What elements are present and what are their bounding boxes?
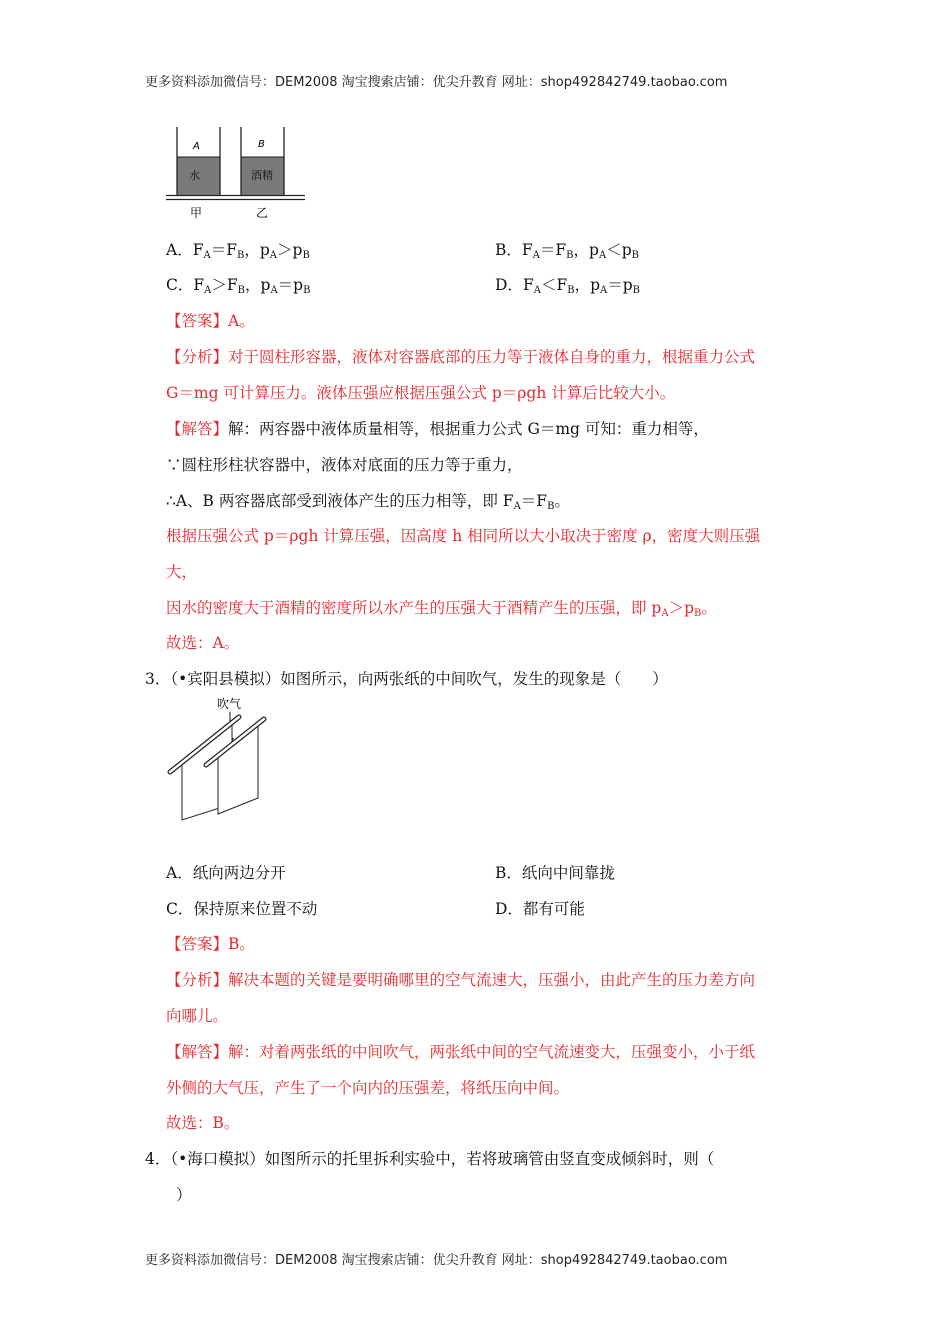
q3-option-d: D．都有可能	[495, 900, 585, 918]
liquid-a-label: 水	[189, 169, 200, 182]
q3-choice: 故选：B。	[166, 1114, 240, 1132]
q3-option-c: C．保持原来位置不动	[166, 900, 318, 918]
q4-stem-2: ）	[176, 1186, 192, 1204]
q4-stem-1: 4．（•海口模拟）如图所示的托里拆利实验中，若将玻璃管由竖直变成倾斜时，则（	[145, 1150, 715, 1168]
q3-option-b: B．纸向中间靠拢	[495, 864, 615, 882]
q2-choice: 故选：A。	[166, 634, 240, 652]
q3-answer: 【答案】B。	[166, 935, 255, 953]
caption-b: 乙	[256, 206, 269, 220]
q3-solution-2: 外侧的大气压，产生了一个向内的压强差，将纸压向中间。	[166, 1079, 570, 1097]
label-b: B	[258, 139, 265, 150]
page-header: 更多资料添加微信号：DEM2008 淘宝搜索店铺：优尖升教育 网址：shop492842749.taobao.com	[145, 75, 728, 90]
q2-solution-4: 根据压强公式 p＝ρgh 计算压强，因高度 h 相同所以大小取决于密度 ρ，密度大则压强	[166, 527, 761, 545]
q2-answer: 【答案】A。	[166, 312, 255, 330]
q2-solution-2: ∵圆柱形柱状容器中，液体对底面的压力等于重力，	[166, 456, 523, 474]
label-a: A	[193, 141, 200, 152]
containers-figure	[160, 122, 310, 222]
caption-a: 甲	[190, 206, 203, 220]
q2-solution-3: ∴A、B 两容器底部受到液体产生的压力相等，即 $F_A=F_B$。	[166, 492, 570, 512]
q3-option-a: A．纸向两边分开	[166, 864, 286, 882]
q2-solution-1: 【解答】解：两容器中液体质量相等，根据重力公式 G＝mg 可知：重力相等，	[166, 420, 709, 438]
blow-label: 吹气	[217, 697, 242, 711]
q3-analysis-2: 向哪儿。	[166, 1007, 229, 1025]
q2-option-a: A．$F_A=F_B$，$p_A>p_B$	[166, 241, 310, 261]
q3-solution-1: 【解答】解：对着两张纸的中间吹气，两张纸中间的空气流速变大，压强变小，小于纸	[166, 1043, 756, 1061]
q3-analysis-1: 【分析】解决本题的关键是要明确哪里的空气流速大，压强小，由此产生的压力差方向	[166, 971, 756, 989]
q2-option-c: C．$F_A>F_B$，$p_A=p_B$	[166, 276, 311, 296]
liquid-b-label: 酒精	[251, 169, 273, 182]
q2-option-d: D．$F_A<F_B$，$p_A=p_B$	[495, 276, 641, 296]
q2-analysis-2: G＝mg 可计算压力。液体压强应根据压强公式 p＝ρgh 计算后比较大小。	[166, 384, 676, 402]
q2-solution-5: 大，	[166, 563, 198, 581]
paper-sheets-figure	[160, 692, 280, 832]
q2-analysis-1: 【分析】对于圆柱形容器，液体对容器底部的压力等于液体自身的重力，根据重力公式	[166, 348, 756, 366]
page-footer: 更多资料添加微信号：DEM2008 淘宝搜索店铺：优尖升教育 网址：shop492842749.taobao.com	[145, 1253, 728, 1268]
q2-option-b: B．$F_A=F_B$，$p_A<p_B$	[495, 241, 639, 261]
q2-solution-6: 因水的密度大于酒精的密度所以水产生的压强大于酒精产生的压强，即 $p_A>p_B$。	[166, 599, 717, 619]
q3-stem: 3．（•宾阳县模拟）如图所示，向两张纸的中间吹气，发生的现象是（ ）	[145, 670, 668, 688]
